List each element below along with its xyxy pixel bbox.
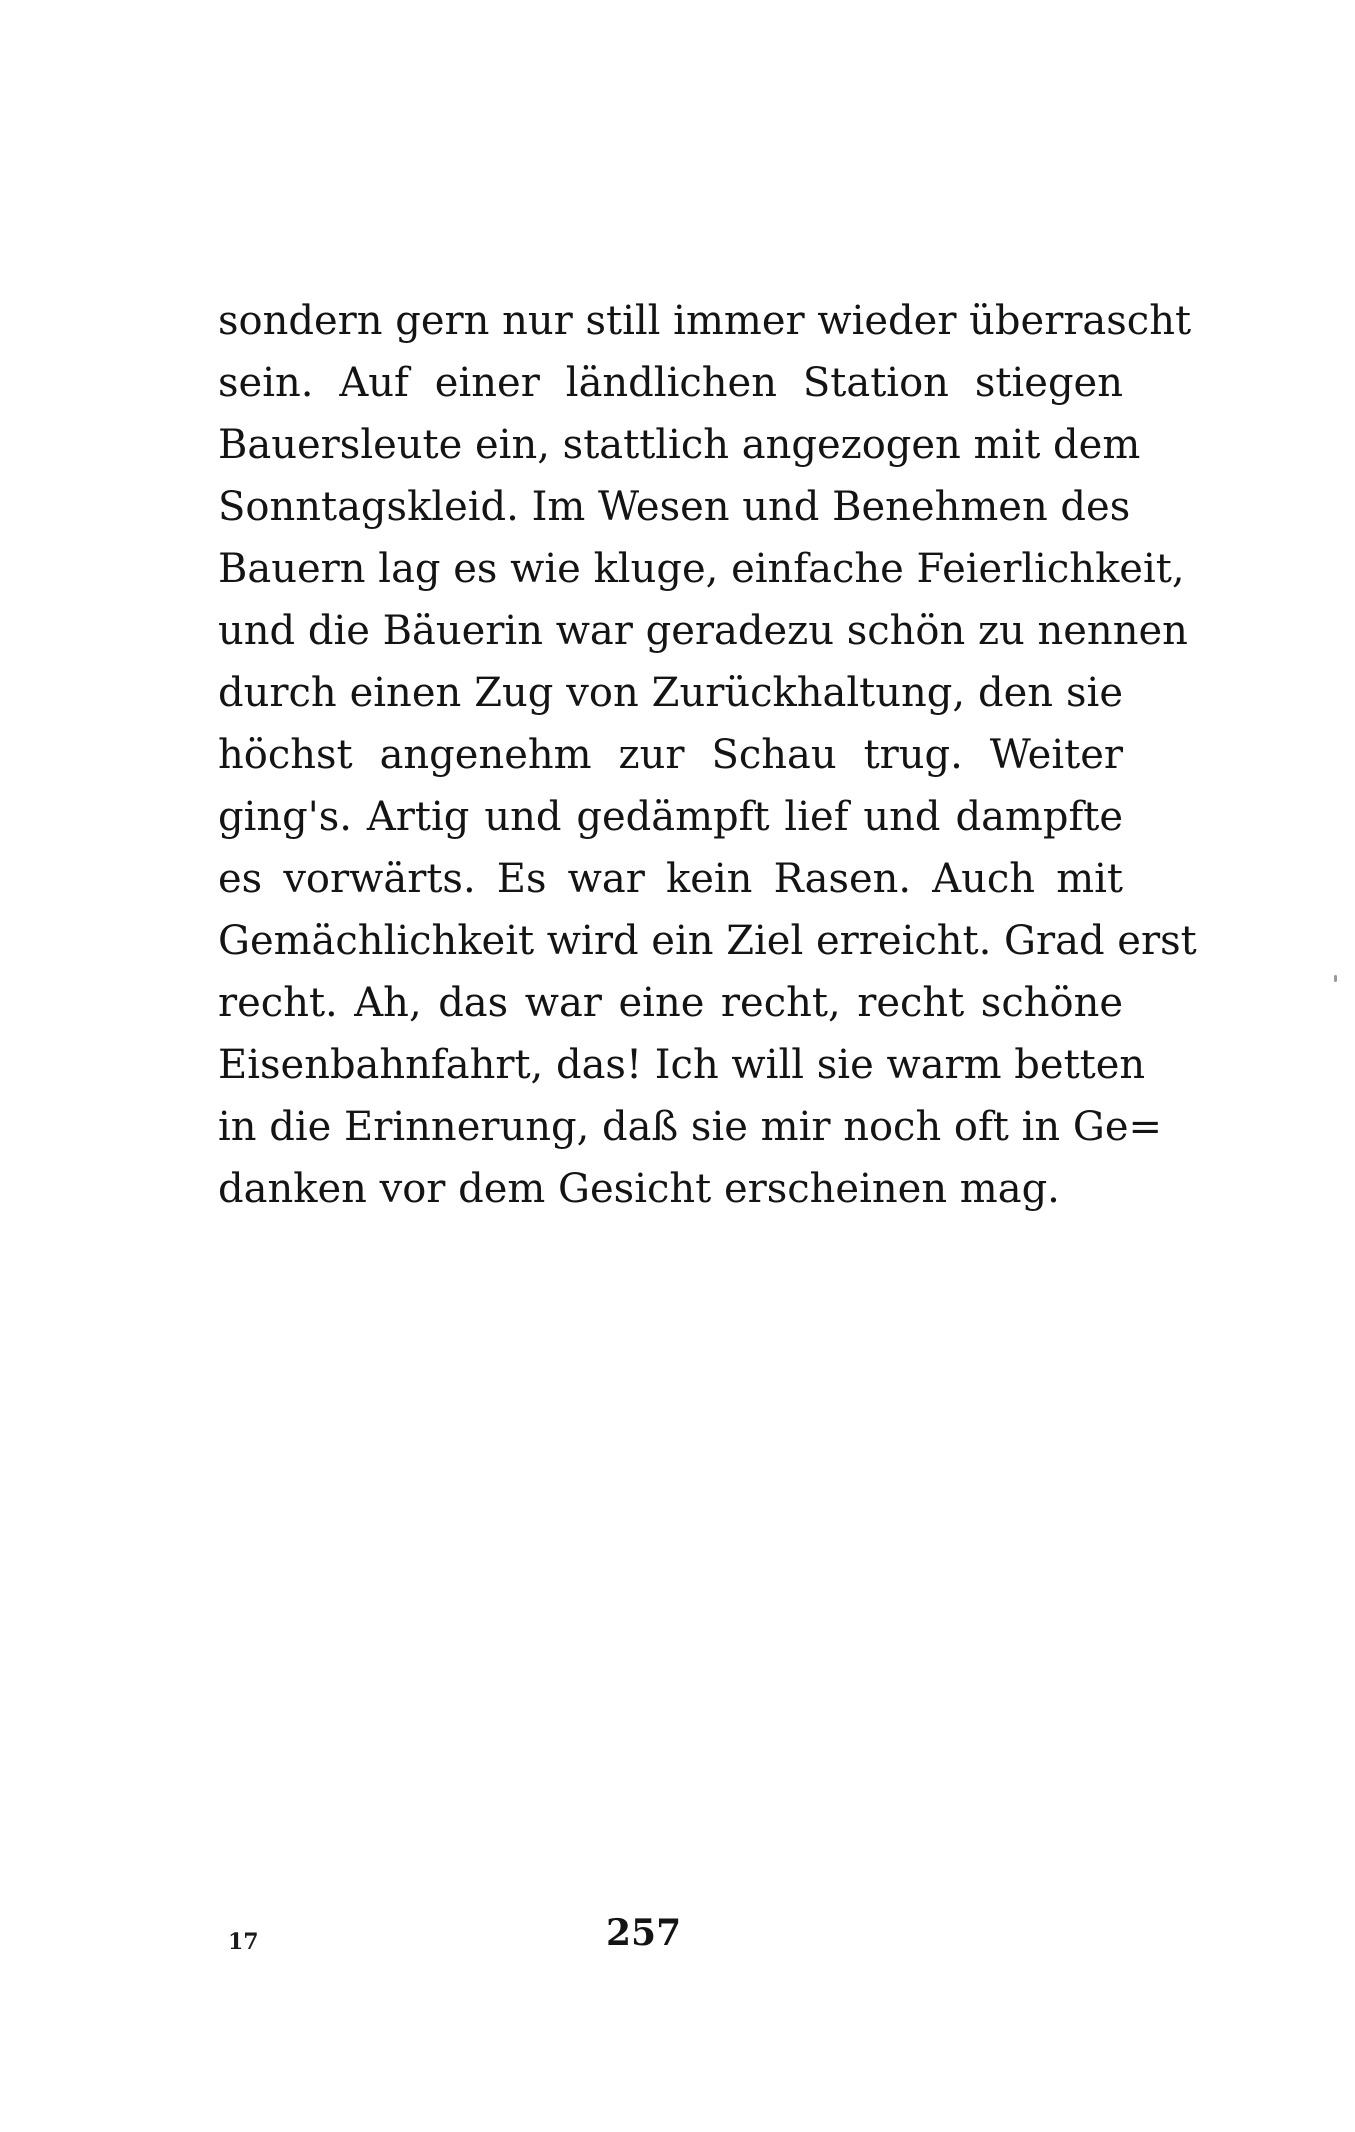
text-line: und die Bäuerin war geradezu schön zu nennen: [218, 608, 1188, 654]
body-text: [218, 290, 1197, 1220]
text-line: es vorwärts. Es war kein Rasen. Auch mit: [218, 856, 1123, 902]
text-line: Gemächlichkeit wird ein Ziel erreicht. Grad erst: [218, 918, 1197, 964]
text-line: sondern gern nur still immer wieder überrascht: [218, 298, 1192, 344]
text-line: Bauersleute ein, stattlich angezogen mit dem: [218, 422, 1141, 468]
text-line: recht. Ah, das war eine recht, recht schöne: [218, 980, 1123, 1026]
text-line: Sonntagskleid. Im Wesen und Benehmen des: [218, 484, 1131, 530]
text-line: Bauern lag es wie kluge, einfache Feierlichkeit,: [218, 546, 1185, 592]
text-line: danken vor dem Gesicht erscheinen mag.: [218, 1166, 1060, 1212]
signature-mark: 17: [228, 1929, 259, 1955]
text-line: höchst angenehm zur Schau trug. Weiter: [218, 732, 1123, 778]
text-line: ging's. Artig und gedämpft lief und dampfte: [218, 794, 1123, 840]
print-speck: [1334, 975, 1337, 982]
text-line: durch einen Zug von Zurückhaltung, den sie: [218, 670, 1123, 716]
page-number: 257: [606, 1912, 682, 1954]
text-line: Eisenbahnfahrt, das! Ich will sie warm betten: [218, 1042, 1146, 1088]
text-line: in die Erinnerung, daß sie mir noch oft in Ge=: [218, 1104, 1163, 1150]
text-line: sein. Auf einer ländlichen Station stiegen: [218, 360, 1123, 406]
